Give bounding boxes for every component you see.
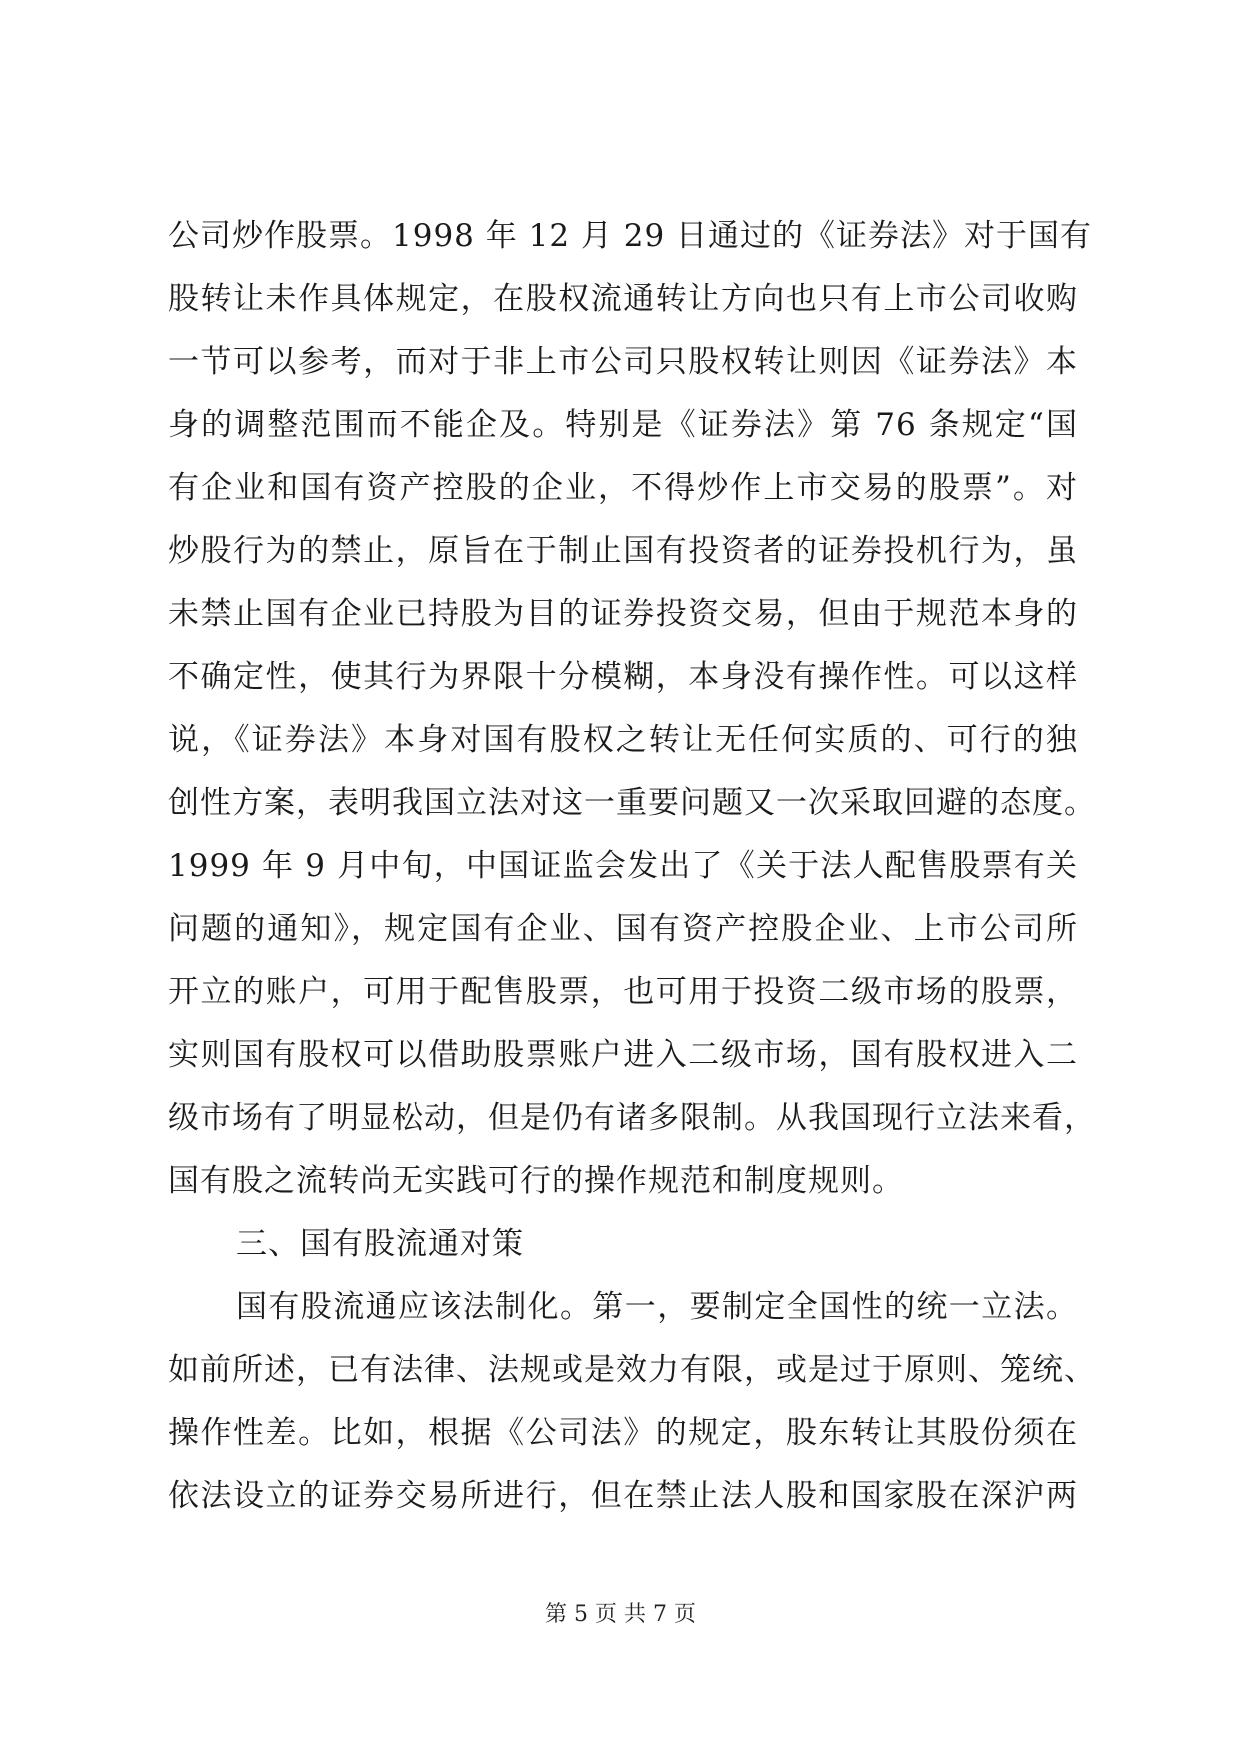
body-text-line: 依法设立的证券交易所进行，但在禁止法人股和国家股在深沪两 xyxy=(168,1478,1078,1514)
body-text-line: 操作性差。比如，根据《公司法》的规定，股东转让其股份须在 xyxy=(168,1415,1078,1451)
body-text-line: 炒股行为的禁止，原旨在于制止国有投资者的证券投机行为，虽 xyxy=(168,533,1078,569)
body-text-line: 创性方案，表明我国立法对这一重要问题又一次采取回避的态度。 xyxy=(168,785,1096,821)
body-text-line: 1999 年 9 月中旬，中国证监会发出了《关于法人配售股票有关 xyxy=(168,848,1078,884)
body-text-line: 一节可以参考，而对于非上市公司只股权转让则因《证券法》本 xyxy=(168,344,1078,380)
body-text-line: 未禁止国有企业已持股为目的证券投资交易，但由于规范本身的 xyxy=(168,596,1078,632)
body-text-line: 如前所述，已有法律、法规或是效力有限，或是过于原则、笼统、 xyxy=(168,1352,1096,1388)
paragraph-first-line: 国有股流通应该法制化。第一，要制定全国性的统一立法。 xyxy=(236,1289,1078,1325)
body-text-line: 不确定性，使其行为界限十分模糊，本身没有操作性。可以这样 xyxy=(168,659,1078,695)
body-text-line: 实则国有股权可以借助股票账户进入二级市场，国有股权进入二 xyxy=(168,1037,1078,1073)
body-text-line: 开立的账户，可用于配售股票，也可用于投资二级市场的股票， xyxy=(168,974,1078,1010)
body-text-line: 说，《证券法》本身对国有股权之转让无任何实质的、可行的独 xyxy=(168,722,1078,758)
page-number-footer: 第 5 页 共 7 页 xyxy=(545,1602,696,1627)
paragraph-end-line: 国有股之流转尚无实践可行的操作规范和制度规则。 xyxy=(168,1163,904,1199)
body-text-line: 问题的通知》，规定国有企业、国有资产控股企业、上市公司所 xyxy=(168,911,1078,947)
body-text-line: 公司炒作股票。1998 年 12 月 29 日通过的《证券法》对于国有 xyxy=(168,218,1093,254)
section-heading: 三、国有股流通对策 xyxy=(236,1226,524,1262)
body-text-line: 身的调整范围而不能企及。特别是《证券法》第 76 条规定“国 xyxy=(168,407,1078,443)
body-text-line: 级市场有了明显松动，但是仍有诸多限制。从我国现行立法来看， xyxy=(168,1100,1096,1136)
body-text-line: 股转让未作具体规定，在股权流通转让方向也只有上市公司收购 xyxy=(168,281,1078,317)
body-text-line: 有企业和国有资产控股的企业，不得炒作上市交易的股票”。对 xyxy=(168,470,1078,506)
